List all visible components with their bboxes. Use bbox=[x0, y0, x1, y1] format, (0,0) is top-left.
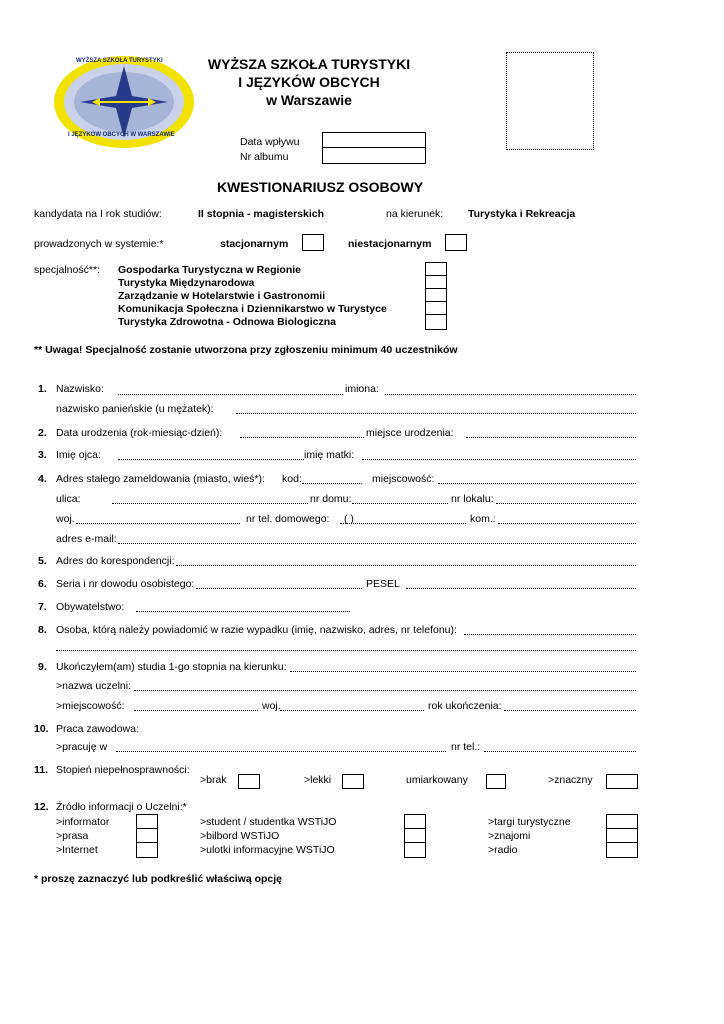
data-ur-field[interactable] bbox=[240, 437, 364, 438]
koresp-field[interactable] bbox=[176, 565, 636, 566]
miejscowosc2-label: >miejscowość: bbox=[56, 700, 125, 712]
specialty-checkbox[interactable] bbox=[425, 314, 447, 330]
ulica-field[interactable] bbox=[112, 503, 308, 504]
specialty-option: Turystyka Międzynarodowa bbox=[118, 277, 255, 289]
nr-albumu-label: Nr albumu bbox=[240, 151, 289, 163]
nazwisko-label: Nazwisko: bbox=[56, 383, 104, 395]
nonstationary-label: niestacjonarnym bbox=[348, 238, 432, 250]
powiadomic-field-line2[interactable] bbox=[56, 650, 636, 651]
study-level: II stopnia - magisterskich bbox=[198, 208, 325, 220]
panienskie-field[interactable] bbox=[236, 413, 636, 414]
nr-tel-label: nr tel.: bbox=[451, 741, 481, 753]
item-number: 2. bbox=[38, 427, 47, 439]
school-name-line3: w Warszawie bbox=[266, 92, 352, 108]
kierunek-field[interactable] bbox=[290, 671, 636, 672]
item-number: 4. bbox=[38, 473, 47, 485]
specialty-label: specjalność**: bbox=[34, 264, 100, 276]
umiarkowany-checkbox[interactable] bbox=[486, 774, 506, 789]
rok-ukon-label: rok ukończenia: bbox=[428, 700, 502, 712]
umiarkowany-label: umiarkowany bbox=[406, 774, 468, 786]
woj-label: woj. bbox=[56, 513, 75, 525]
school-logo bbox=[50, 52, 198, 152]
logo-text-bottom: I JĘZYKÓW OBCYCH W WARSZAWIE bbox=[68, 132, 175, 138]
ukonczylem-label: Ukończyłem(am) studia 1-go stopnia na kierunku: bbox=[56, 661, 287, 673]
powiadomic-label: Osoba, którą należy powiadomić w razie wypadku (imię, nazwisko, adres, nr telefonu): bbox=[56, 624, 457, 636]
imiona-label: imiona: bbox=[345, 383, 379, 395]
powiadomic-field[interactable] bbox=[464, 634, 636, 635]
item-number: 8. bbox=[38, 624, 47, 636]
item-number: 9. bbox=[38, 661, 47, 673]
school-name-line2: I JĘZYKÓW OBCYCH bbox=[238, 74, 380, 90]
znaczny-label: >znaczny bbox=[548, 774, 593, 786]
source-checkbox[interactable] bbox=[404, 842, 426, 858]
item-number: 11. bbox=[34, 764, 49, 776]
imie-matki-field[interactable] bbox=[362, 459, 636, 460]
imie-ojca-label: Imię ojca: bbox=[56, 449, 101, 461]
source-option: >radio bbox=[488, 844, 518, 856]
source-option: >Internet bbox=[56, 844, 98, 856]
specialty-option: Komunikacja Społeczna i Dziennikarstwo w Turystyce bbox=[118, 303, 387, 315]
nonstationary-checkbox[interactable] bbox=[445, 234, 467, 251]
miejscowosc-label: miejscowość: bbox=[372, 473, 435, 485]
source-option: >znajomi bbox=[488, 830, 531, 842]
rok-ukon-field[interactable] bbox=[504, 710, 636, 711]
item-number: 5. bbox=[38, 555, 47, 567]
tel-paren: ( ) bbox=[344, 513, 354, 525]
znaczny-checkbox[interactable] bbox=[606, 774, 638, 789]
miejsce-ur-label: miejsce urodzenia: bbox=[366, 427, 454, 439]
data-wplywu-label: Data wpływu bbox=[240, 136, 300, 148]
brak-checkbox[interactable] bbox=[238, 774, 260, 789]
nr-tel-field[interactable] bbox=[484, 751, 636, 752]
obywatelstwo-field[interactable] bbox=[136, 611, 350, 612]
uczelnia-label: >nazwa uczelni: bbox=[56, 680, 132, 692]
tel-dom-label: nr tel. domowego: bbox=[246, 513, 330, 525]
ulica-label: ulica: bbox=[56, 493, 81, 505]
woj2-label: woj. bbox=[262, 700, 281, 712]
direction-label: na kierunek: bbox=[386, 208, 444, 220]
pracuje-field[interactable] bbox=[116, 751, 446, 752]
miejsce-ur-field[interactable] bbox=[466, 437, 636, 438]
niepeln-label: Stopień niepełnosprawności: bbox=[56, 764, 190, 776]
specialty-option: Gospodarka Turystyczna w Regionie bbox=[118, 264, 302, 276]
adres-label: Adres stałego zameldowania (miasto, wieś*): bbox=[56, 473, 265, 485]
nr-lokalu-label: nr lokalu: bbox=[451, 493, 494, 505]
source-option: >ulotki informacyjne WSTiJO bbox=[200, 844, 335, 856]
source-option: >bilbord WSTiJO bbox=[200, 830, 280, 842]
nr-domu-field[interactable] bbox=[352, 503, 448, 504]
miejscowosc-field[interactable] bbox=[438, 483, 636, 484]
system-label: prowadzonych w systemie:* bbox=[34, 238, 164, 250]
school-name-line1: WYŻSZA SZKOŁA TURYSTYKI bbox=[207, 56, 411, 72]
item-number: 10. bbox=[34, 723, 49, 735]
dowod-label: Seria i nr dowodu osobistego: bbox=[56, 578, 195, 590]
nr-albumu-field[interactable] bbox=[322, 147, 426, 164]
tel-dom-field[interactable] bbox=[340, 523, 466, 524]
logo-text-top: WYŻSZA SZKOŁA TURYSTYKI bbox=[76, 58, 163, 64]
obywatelstwo-label: Obywatelstwo: bbox=[56, 601, 125, 613]
lekki-label: >lekki bbox=[304, 774, 332, 786]
nr-lokalu-field[interactable] bbox=[496, 503, 636, 504]
email-label: adres e-mail: bbox=[56, 533, 117, 545]
source-option: >targi turystyczne bbox=[488, 816, 571, 828]
direction-value: Turystyka i Rekreacja bbox=[468, 208, 576, 220]
lekki-checkbox[interactable] bbox=[342, 774, 364, 789]
warning-note: ** Uwaga! Specjalność zostanie utworzona przy zgłoszeniu minimum 40 uczestników bbox=[34, 344, 458, 356]
nr-domu-label: nr domu: bbox=[310, 493, 352, 505]
item-number: 3. bbox=[38, 449, 47, 461]
source-option: >informator bbox=[56, 816, 110, 828]
specialty-option: Zarządzanie w Hotelarstwie i Gastronomii bbox=[118, 290, 326, 302]
data-ur-label: Data urodzenia (rok-miesiąc-dzień): bbox=[56, 427, 223, 439]
kod-field[interactable] bbox=[302, 483, 362, 484]
item-number: 12. bbox=[34, 801, 49, 813]
imie-ojca-field[interactable] bbox=[118, 459, 304, 460]
source-option: >prasa bbox=[56, 830, 89, 842]
kom-field[interactable] bbox=[498, 523, 636, 524]
pesel-field[interactable] bbox=[406, 588, 636, 589]
uczelnia-field[interactable] bbox=[134, 690, 636, 691]
item-number: 7. bbox=[38, 601, 47, 613]
stationary-label: stacjonarnym bbox=[220, 238, 289, 250]
item-number: 1. bbox=[38, 383, 47, 395]
brak-label: >brak bbox=[200, 774, 227, 786]
source-checkbox[interactable] bbox=[606, 842, 638, 858]
pracuje-label: >pracuję w bbox=[56, 741, 108, 753]
imie-matki-label: imię matki: bbox=[304, 449, 355, 461]
pesel-label: PESEL bbox=[366, 578, 400, 590]
source-option: >student / studentka WSTiJO bbox=[200, 816, 337, 828]
nazwisko-field[interactable] bbox=[118, 394, 343, 395]
koresp-label: Adres do korespondencji: bbox=[56, 555, 175, 567]
woj-field[interactable] bbox=[76, 523, 240, 524]
kom-label: kom.: bbox=[470, 513, 496, 525]
woj2-field[interactable] bbox=[280, 710, 424, 711]
photo-placeholder bbox=[506, 52, 594, 150]
specialty-option: Turystyka Zdrowotna - Odnowa Biologiczna bbox=[118, 316, 336, 328]
stationary-checkbox[interactable] bbox=[302, 234, 324, 251]
zrodlo-label: Źródło informacji o Uczelni:* bbox=[56, 801, 187, 813]
source-checkbox[interactable] bbox=[136, 842, 158, 858]
dowod-field[interactable] bbox=[196, 588, 362, 589]
imiona-field[interactable] bbox=[385, 394, 636, 395]
item-number: 6. bbox=[38, 578, 47, 590]
miejscowosc2-field[interactable] bbox=[134, 710, 258, 711]
email-field[interactable] bbox=[118, 543, 636, 544]
candidate-label: kandydata na I rok studiów: bbox=[34, 208, 162, 220]
kod-label: kod: bbox=[282, 473, 302, 485]
page-title: KWESTIONARIUSZ OSOBOWY bbox=[216, 179, 424, 195]
footer-note: * proszę zaznaczyć lub podkreślić właściwą opcję bbox=[34, 873, 283, 885]
panienskie-label: nazwisko panieńskie (u mężatek): bbox=[56, 403, 214, 415]
praca-label: Praca zawodowa: bbox=[56, 723, 139, 735]
